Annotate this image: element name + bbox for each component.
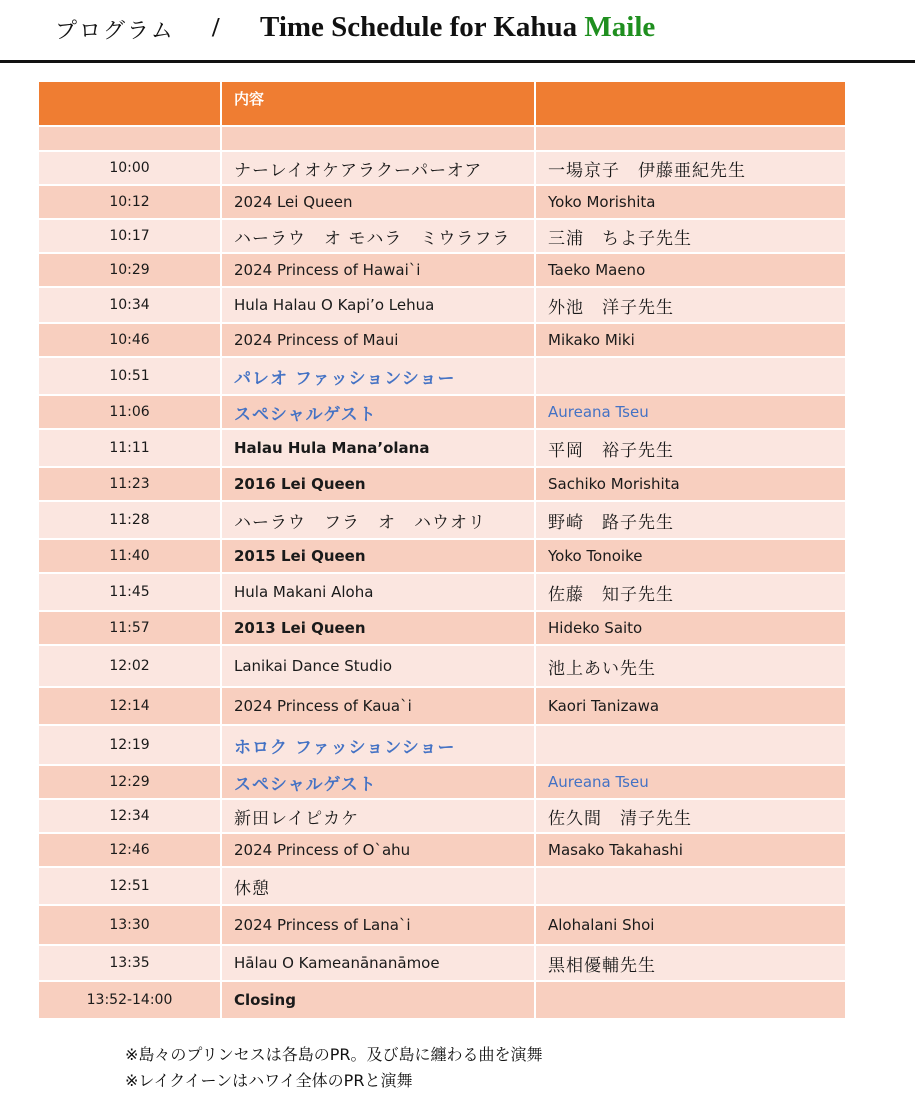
table-header-row xyxy=(39,82,845,127)
cell-performer: 野崎 路子先生 xyxy=(536,502,845,540)
cell-performer: Sachiko Morishita xyxy=(536,468,845,502)
cell-content: ナーレイオケアラクーパーオア xyxy=(222,152,536,186)
title-accent: Maile xyxy=(584,11,656,43)
cell-time: 13:52-14:00 xyxy=(39,982,222,1020)
note-princess: ※島々のプリンセスは各島のPR。及び島に纏わる曲を演舞 xyxy=(125,1045,543,1064)
cell-time: 13:30 xyxy=(39,906,222,946)
cell-content: ハーラウ フラ オ ハウオリ xyxy=(222,502,536,540)
cell-time: 12:51 xyxy=(39,868,222,906)
table-row xyxy=(39,574,845,612)
cell-time: 12:19 xyxy=(39,726,222,766)
cell-content: Lanikai Dance Studio xyxy=(222,646,536,688)
cell-content: 2024 Princess of O`ahu xyxy=(222,834,536,868)
title-main: Time Schedule for Kahua xyxy=(260,11,585,43)
cell-time: 10:34 xyxy=(39,288,222,324)
table-row xyxy=(39,688,845,726)
header-rule xyxy=(0,60,915,63)
cell-performer: Hideko Saito xyxy=(536,612,845,646)
cell-content: 新田レイピカケ xyxy=(222,800,536,834)
cell-performer xyxy=(536,982,845,1020)
cell-performer: 佐藤 知子先生 xyxy=(536,574,845,612)
cell-content: スペシャルゲスト xyxy=(222,396,536,430)
cell-performer: 平岡 裕子先生 xyxy=(536,430,845,468)
note-lei-queen: ※レイクイーンはハワイ全体のPRと演舞 xyxy=(125,1071,413,1090)
cell-content: 2024 Princess of Lana`i xyxy=(222,906,536,946)
cell-performer: 黒相優輔先生 xyxy=(536,946,845,982)
cell-content: 休憩 xyxy=(222,868,536,906)
page-header xyxy=(0,0,915,62)
cell-content: Hula Halau O Kapi’o Lehua xyxy=(222,288,536,324)
table-row xyxy=(39,834,845,868)
cell-content xyxy=(222,127,536,152)
cell-performer xyxy=(536,726,845,766)
cell-content: Hula Makani Aloha xyxy=(222,574,536,612)
cell-performer: 外池 洋子先生 xyxy=(536,288,845,324)
cell-performer: Masako Takahashi xyxy=(536,834,845,868)
cell-performer: Aureana Tseu xyxy=(536,396,845,430)
cell-time: 11:11 xyxy=(39,430,222,468)
cell-time: 11:40 xyxy=(39,540,222,574)
cell-content: 2024 Lei Queen xyxy=(222,186,536,220)
cell-time: 12:29 xyxy=(39,766,222,800)
cell-time: 12:46 xyxy=(39,834,222,868)
cell-time: 12:34 xyxy=(39,800,222,834)
table-row xyxy=(39,254,845,288)
schedule-body xyxy=(39,127,845,1020)
cell-time: 10:00 xyxy=(39,152,222,186)
table-row xyxy=(39,358,845,396)
header-content: 内容 xyxy=(222,82,536,127)
table-row xyxy=(39,766,845,800)
page-title xyxy=(260,11,655,44)
cell-performer: Mikako Miki xyxy=(536,324,845,358)
cell-time: 10:29 xyxy=(39,254,222,288)
cell-performer: Yoko Morishita xyxy=(536,186,845,220)
table-row xyxy=(39,152,845,186)
table-row xyxy=(39,288,845,324)
cell-content: ホロク ファッションショー xyxy=(222,726,536,766)
cell-time: 11:23 xyxy=(39,468,222,502)
cell-time: 11:28 xyxy=(39,502,222,540)
cell-time: 10:46 xyxy=(39,324,222,358)
cell-time: 11:45 xyxy=(39,574,222,612)
table-row xyxy=(39,502,845,540)
table-row xyxy=(39,468,845,502)
cell-performer: Taeko Maeno xyxy=(536,254,845,288)
cell-performer: 池上あい先生 xyxy=(536,646,845,688)
table-row xyxy=(39,430,845,468)
cell-performer: Aureana Tseu xyxy=(536,766,845,800)
header-time xyxy=(39,82,222,127)
title-separator: / xyxy=(212,12,220,42)
cell-content: パレオ ファッションショー xyxy=(222,358,536,396)
table-row xyxy=(39,946,845,982)
table-row xyxy=(39,220,845,254)
table-row xyxy=(39,540,845,574)
cell-content: 2024 Princess of Maui xyxy=(222,324,536,358)
cell-content: 2013 Lei Queen xyxy=(222,612,536,646)
cell-content: Halau Hula Mana’olana xyxy=(222,430,536,468)
cell-time: 13:35 xyxy=(39,946,222,982)
cell-performer: 一場京子 伊藤亜紀先生 xyxy=(536,152,845,186)
cell-performer xyxy=(536,868,845,906)
cell-time: 10:12 xyxy=(39,186,222,220)
table-row xyxy=(39,982,845,1020)
header-performer xyxy=(536,82,845,127)
cell-time: 12:02 xyxy=(39,646,222,688)
schedule-table xyxy=(39,82,845,1020)
cell-time xyxy=(39,127,222,152)
program-label: プログラム xyxy=(55,19,175,44)
cell-content: 2015 Lei Queen xyxy=(222,540,536,574)
cell-performer: Kaori Tanizawa xyxy=(536,688,845,726)
cell-content: 2024 Princess of Kaua`i xyxy=(222,688,536,726)
cell-content: 2016 Lei Queen xyxy=(222,468,536,502)
table-row xyxy=(39,127,845,152)
cell-time: 11:57 xyxy=(39,612,222,646)
cell-content: Closing xyxy=(222,982,536,1020)
table-row xyxy=(39,646,845,688)
table-row xyxy=(39,612,845,646)
cell-time: 12:14 xyxy=(39,688,222,726)
cell-content: スペシャルゲスト xyxy=(222,766,536,800)
cell-performer: 佐久間 清子先生 xyxy=(536,800,845,834)
cell-content: Hālau O Kameanānanāmoe xyxy=(222,946,536,982)
cell-performer xyxy=(536,127,845,152)
notes xyxy=(125,1042,543,1094)
cell-performer: 三浦 ちよ子先生 xyxy=(536,220,845,254)
cell-content: 2024 Princess of Hawai`i xyxy=(222,254,536,288)
cell-performer: Yoko Tonoike xyxy=(536,540,845,574)
table-row xyxy=(39,800,845,834)
table-row xyxy=(39,396,845,430)
cell-performer: Alohalani Shoi xyxy=(536,906,845,946)
table-row xyxy=(39,186,845,220)
cell-content: ハーラウ オ モハラ ミウラフラ xyxy=(222,220,536,254)
table-row xyxy=(39,324,845,358)
table-row xyxy=(39,906,845,946)
cell-time: 10:51 xyxy=(39,358,222,396)
cell-time: 11:06 xyxy=(39,396,222,430)
table-row xyxy=(39,726,845,766)
cell-performer xyxy=(536,358,845,396)
table-row xyxy=(39,868,845,906)
cell-time: 10:17 xyxy=(39,220,222,254)
